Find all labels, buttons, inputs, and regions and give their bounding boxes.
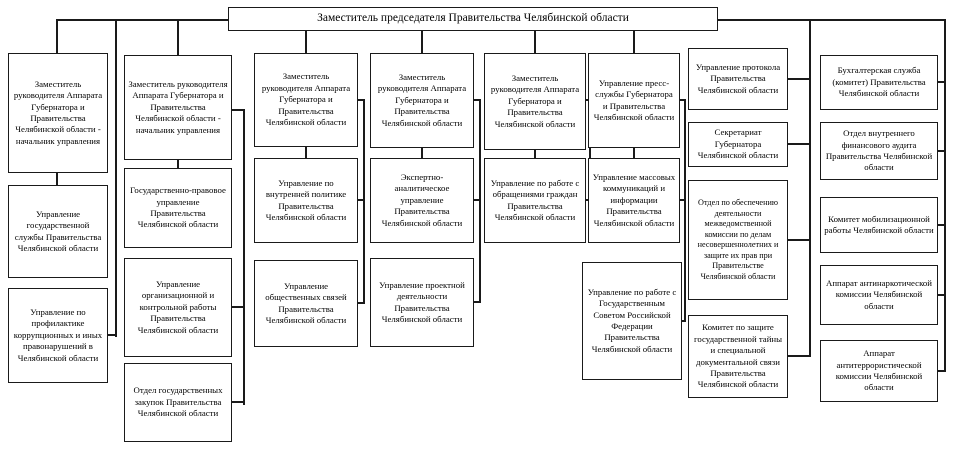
box-accounting-service: Бухгалтерская служба (комитет) Правительства Челябинской области <box>820 55 938 110</box>
box-state-procurement-dept: Отдел государственных закупок Правительства Челябинской области <box>124 363 232 442</box>
box-mass-communications-dept: Управление массовых коммуникаций и информации Правительства Челябинской области <box>588 158 680 243</box>
box-state-secrets-committee: Комитет по защите государственной тайны и специальной документальной связи Правительства Челябинской области <box>688 315 788 398</box>
connector-stub <box>786 143 811 145</box>
connector-bus-col8 <box>944 19 946 372</box>
box-corruption-prevention-dept: Управление по профилактике коррупционных и иных правонарушений в Челябинской области <box>8 288 108 383</box>
box-project-activity-dept: Управление проектной деятельности Правительства Челябинской области <box>370 258 474 347</box>
box-mobilization-committee: Комитет мобилизационной работы Челябинской области <box>820 197 938 253</box>
box-state-council-dept: Управление по работе с Государственным Советом Российской Федерации Правительства Челябинской области <box>582 262 682 380</box>
connector-stub <box>230 401 245 403</box>
connector-bus-col4 <box>479 99 481 303</box>
box-public-relations-dept: Управление общественных связей Правительства Челябинской области <box>254 260 358 347</box>
box-expert-analytical-dept: Экспертно-аналитическое управление Правительства Челябинской области <box>370 158 474 243</box>
box-deputy-head-1: Заместитель руководителя Аппарата Губернатора и Правительства Челябинской области - начальник управления <box>8 53 108 173</box>
connector-drop-col1 <box>56 19 58 54</box>
box-civil-service-dept: Управление государственной службы Правительства Челябинской области <box>8 185 108 278</box>
connector-drop-col4 <box>421 30 423 55</box>
connector-drop-col5 <box>534 30 536 55</box>
box-antidrug-commission-staff: Аппарат антинаркотической комиссии Челябинской области <box>820 265 938 325</box>
box-antiterror-commission-staff: Аппарат антитеррористической комиссии Челябинской области <box>820 340 938 402</box>
connector-bus-col7 <box>809 19 811 357</box>
connector-stub <box>786 78 811 80</box>
root-box-deputy-chairman: Заместитель председателя Правительства Челябинской области <box>228 7 718 31</box>
connector-bus-col6 <box>684 99 686 322</box>
box-juvenile-commission-dept: Отдел по обеспечению деятельности межведомственной комиссии по делам несовершеннолетних и защите их прав при Правительстве Челябинской области <box>688 180 788 300</box>
connector-bus-col3 <box>363 99 365 304</box>
connector-drop-col3 <box>305 30 307 55</box>
box-state-legal-dept: Государственно-правовое управление Правительства Челябинской области <box>124 168 232 248</box>
connector-bus-col1 <box>115 19 117 337</box>
connector-stub <box>230 306 245 308</box>
connector-drop-col6 <box>633 30 635 55</box>
box-deputy-head-2: Заместитель руководителя Аппарата Губернатора и Правительства Челябинской области - начальник управления <box>124 55 232 160</box>
connector-stub <box>786 239 811 241</box>
connector-drop-col2 <box>177 19 179 57</box>
box-protocol-dept: Управление протокола Правительства Челябинской области <box>688 48 788 110</box>
box-deputy-head-4: Заместитель руководителя Аппарата Губернатора и Правительства Челябинской области <box>370 53 474 148</box>
box-press-service-dept: Управление пресс-службы Губернатора и Правительства Челябинской области <box>588 53 680 148</box>
connector-bus-col2 <box>243 109 245 405</box>
connector-stub <box>230 109 245 111</box>
box-deputy-head-3: Заместитель руководителя Аппарата Губернатора и Правительства Челябинской области <box>254 53 358 147</box>
connector-stub <box>786 355 811 357</box>
box-internal-audit-dept: Отдел внутреннего финансового аудита Правительства Челябинской области <box>820 122 938 180</box>
box-deputy-head-5: Заместитель руководителя Аппарата Губернатора и Правительства Челябинской области <box>484 53 586 150</box>
box-org-control-dept: Управление организационной и контрольной работы Правительства Челябинской области <box>124 258 232 357</box>
box-citizens-appeals-dept: Управление по работе с обращениями граждан Правительства Челябинской области <box>484 158 586 243</box>
box-governor-secretariat: Секретариат Губернатора Челябинской области <box>688 122 788 167</box>
box-domestic-policy-dept: Управление по внутренней политике Правительства Челябинской области <box>254 158 358 243</box>
